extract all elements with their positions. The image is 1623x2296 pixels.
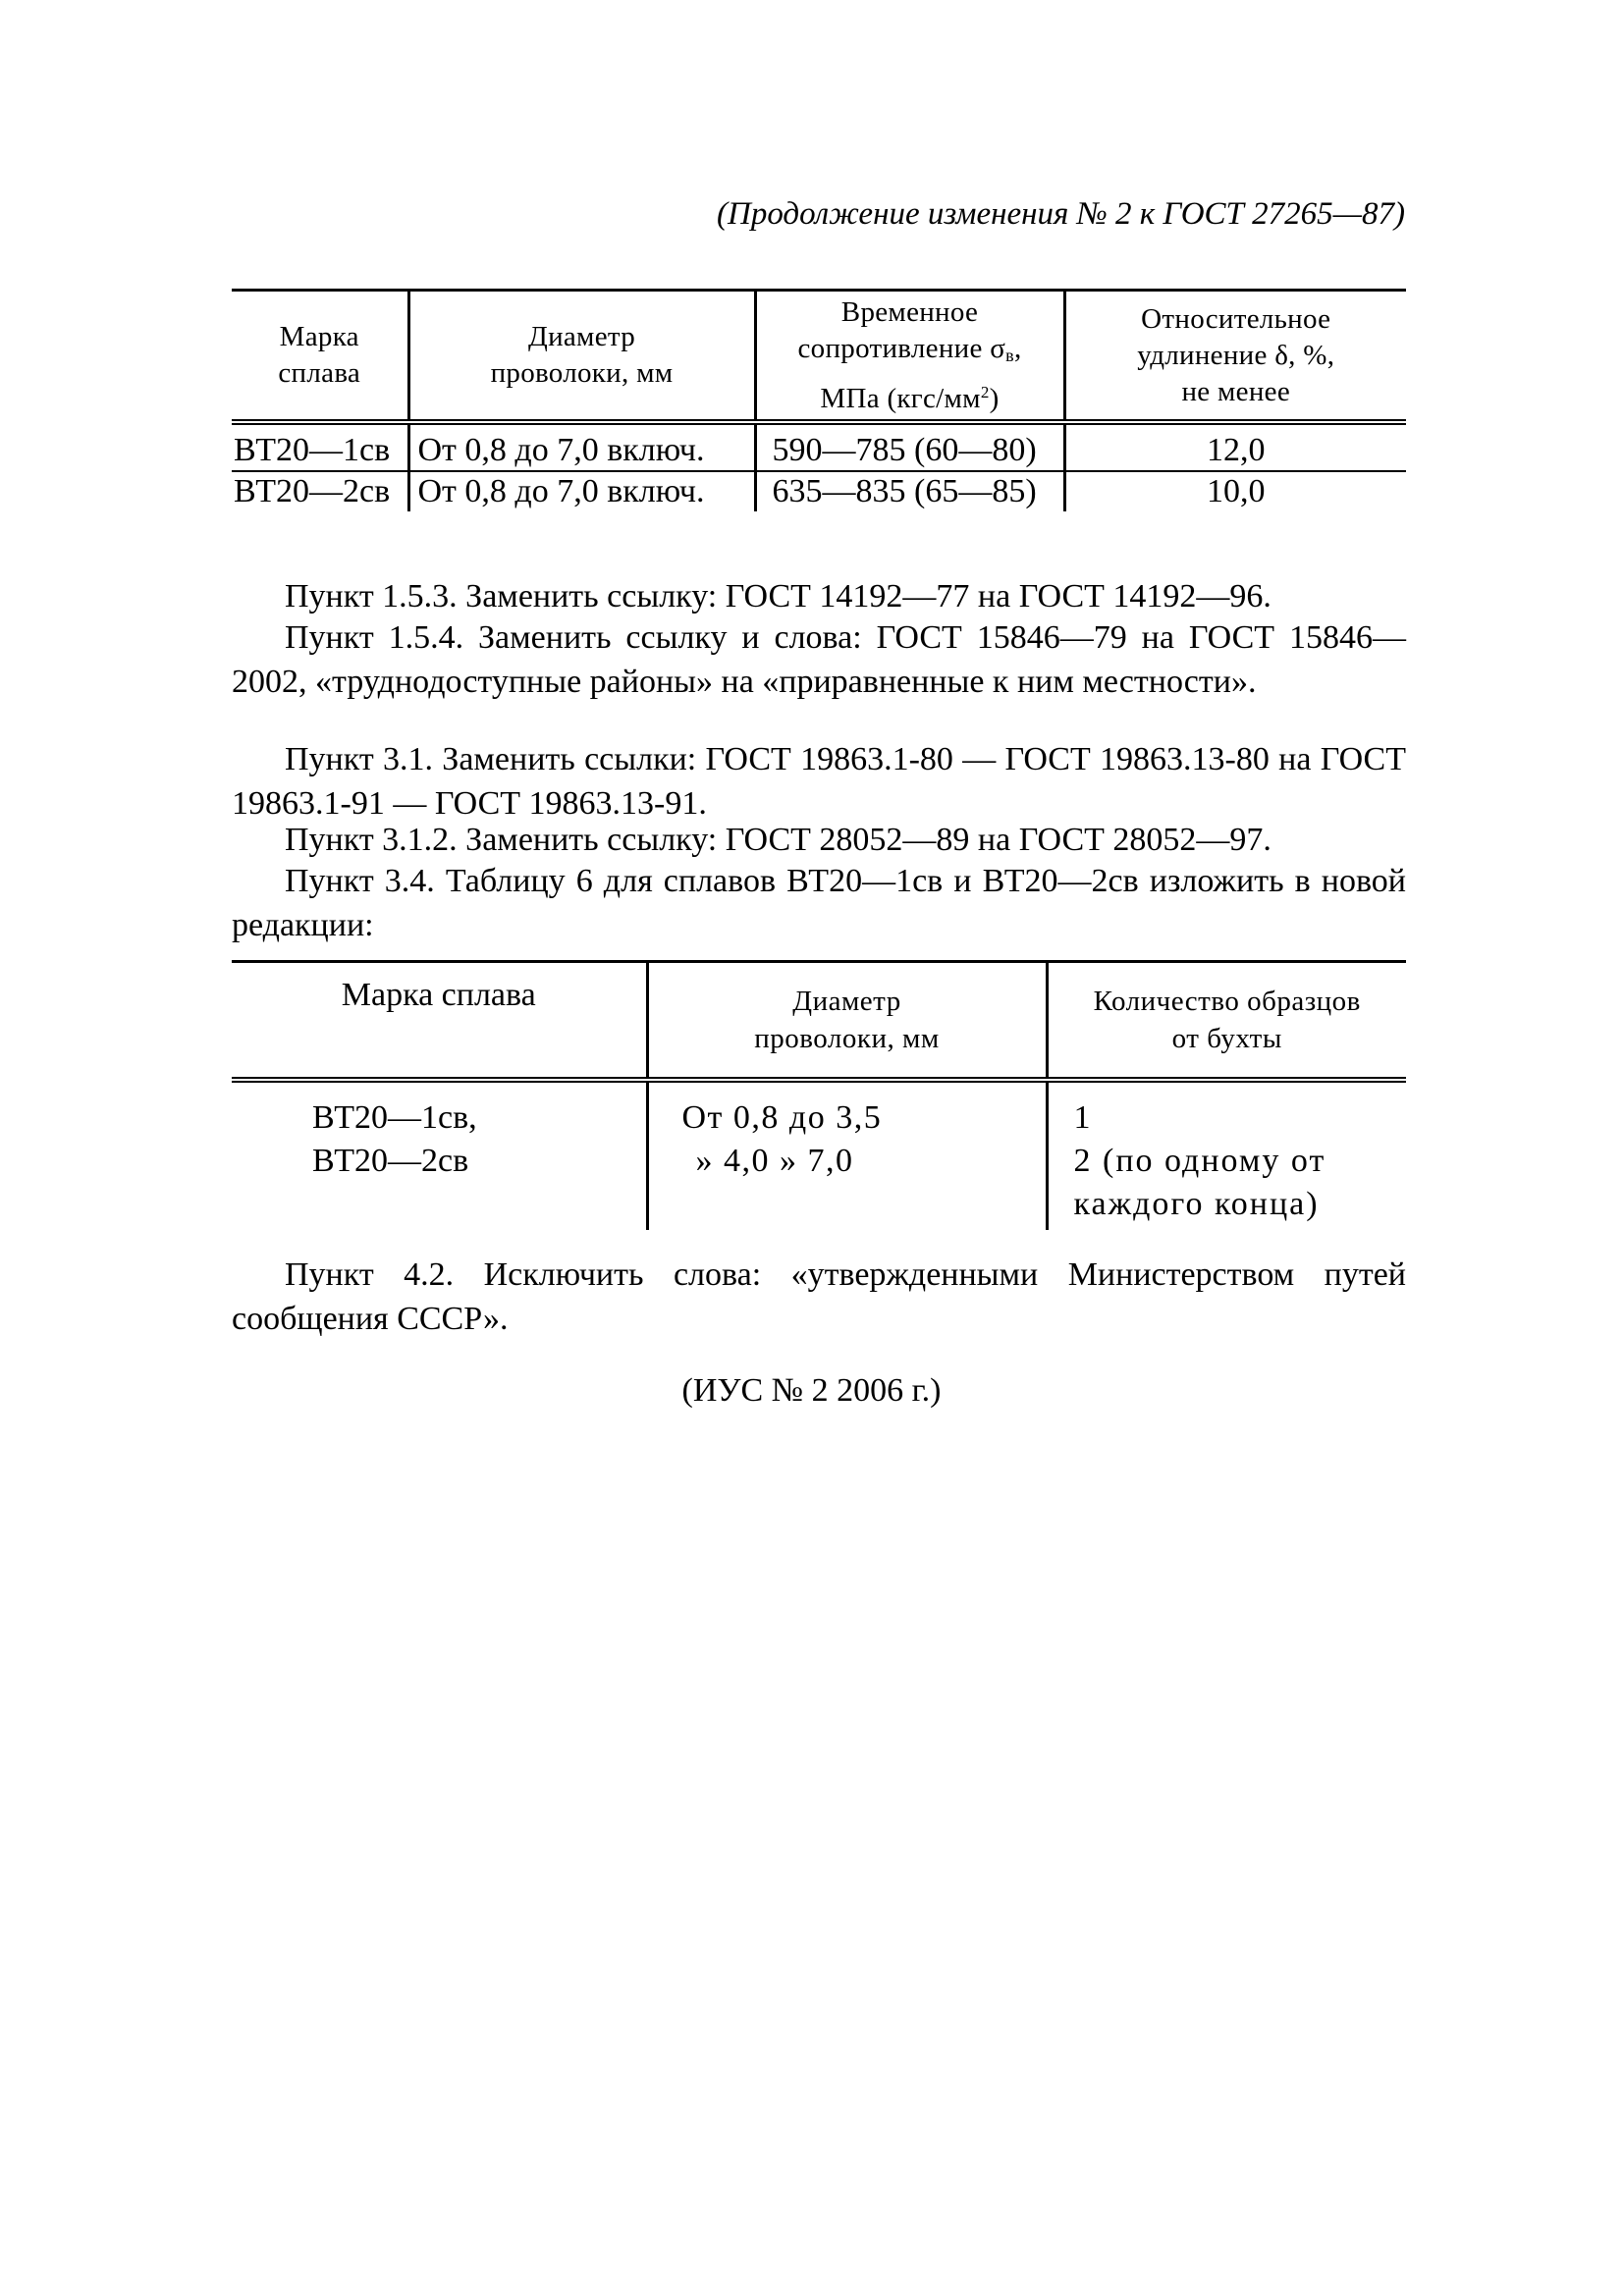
header-elongation: Относительное удлинение δ, %, не менее (1064, 291, 1406, 423)
paragraph-1-5-3: Пункт 1.5.3. Заменить ссылку: ГОСТ 14192—77 на ГОСТ 14192—96. (285, 578, 1271, 614)
paragraph-3-4: Пункт 3.4. Таблицу 6 для сплавов ВТ20—1св и ВТ20—2св изложить в новой редакции: (232, 863, 1406, 943)
paragraph-4-2: Пункт 4.2. Исключить слова: «утвержденными Министерством путей сообщения СССР». (232, 1256, 1406, 1337)
header-wire-diameter: Диаметр проволоки, мм (408, 291, 755, 423)
samples-table (232, 960, 1406, 1230)
cell-grade: ВТ20—2св (234, 473, 391, 509)
paragraph-3-1-2: Пункт 3.1.2. Заменить ссылку: ГОСТ 28052—89 на ГОСТ 28052—97. (285, 822, 1271, 858)
cell-sample-counts: 1 2 (по одному от каждого конца) (1047, 1080, 1406, 1230)
header-tensile-strength: Временное сопротивление $\sigma_в$, МПа $(кгс/мм^2)$ (755, 291, 1064, 423)
paragraph-3-1: Пункт 3.1. Заменить ссылки: ГОСТ 19863.1-80 — ГОСТ 19863.13-80 на ГОСТ 19863.1-91 — ГОСТ 19863.13-91. (232, 741, 1406, 822)
cell-strength: 590—785 (60—80) (755, 422, 1064, 471)
header-alloy-grade: Марка сплава (232, 291, 408, 423)
ius-reference: (ИУС № 2 2006 г.) (681, 1372, 942, 1409)
table-header-row (232, 962, 1406, 1081)
header-wire-diameter: Диаметр проволоки, мм (647, 962, 1047, 1081)
table-row (232, 471, 1406, 511)
header-alloy-grade: Марка сплава (232, 962, 647, 1081)
table-row (232, 422, 1406, 471)
table-header-row (232, 291, 1406, 423)
paragraph-1-5-4: Пункт 1.5.4. Заменить ссылку и слова: ГОСТ 15846—79 на ГОСТ 15846—2002, «труднодоступные районы» на «приравненные к ним местности». (232, 619, 1406, 700)
cell-diameter: От 0,8 до 7,0 включ. (408, 422, 755, 471)
continuation-note: (Продолжение изменения № 2 к ГОСТ 27265—87) (717, 196, 1405, 232)
cell-elongation: 12,0 (1064, 422, 1406, 471)
table-row (232, 1080, 1406, 1230)
cell-diameters: От 0,8 до 3,5 » 4,0 » 7,0 (647, 1080, 1047, 1230)
cell-strength: 635—835 (65—85) (755, 471, 1064, 511)
cell-diameter: От 0,8 до 7,0 включ. (408, 471, 755, 511)
cell-grades: ВТ20—1св, ВТ20—2св (312, 1099, 477, 1179)
header-sample-count: Количество образцов от бухты (1047, 962, 1406, 1081)
cell-grade: ВТ20—1св (232, 422, 408, 471)
properties-table (232, 289, 1406, 511)
cell-elongation: 10,0 (1064, 471, 1406, 511)
